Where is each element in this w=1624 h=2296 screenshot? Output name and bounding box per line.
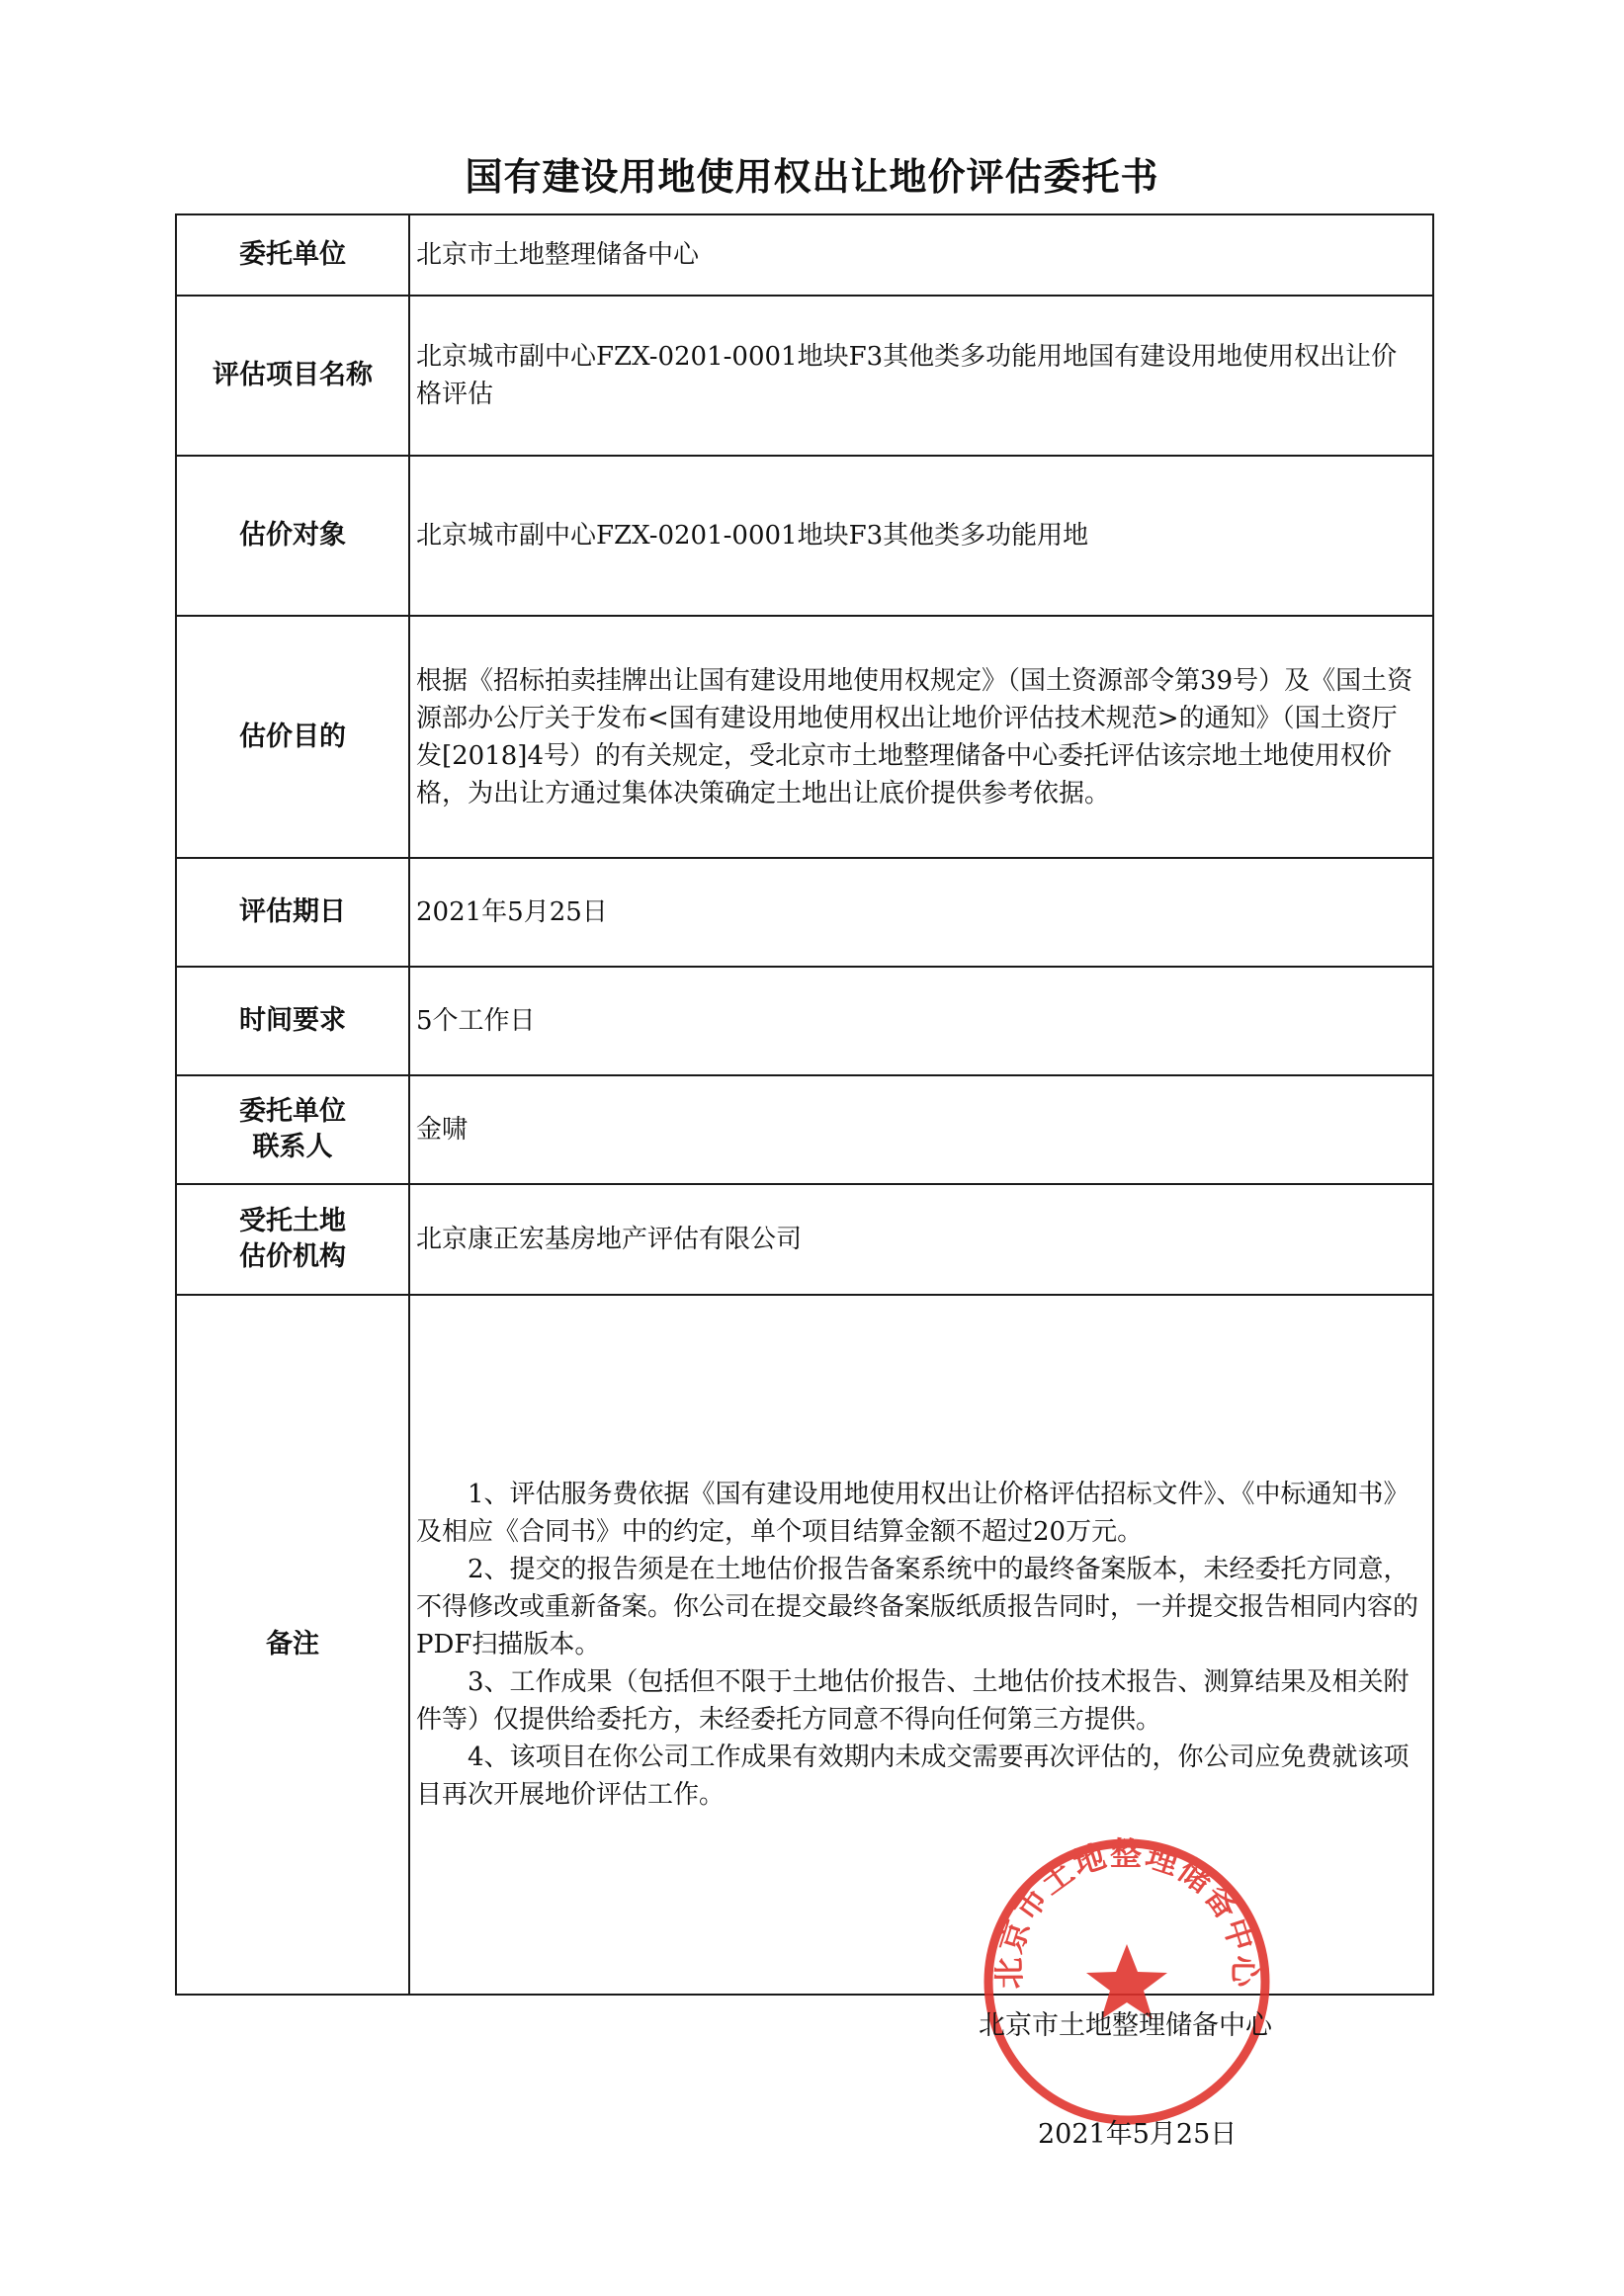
remarks-content (409, 1295, 1433, 1995)
signature-block (979, 2006, 1272, 2155)
time-requirement-value: 5个工作日 (409, 967, 1433, 1075)
client-contact-label-line2: 联系人 (252, 1132, 333, 1162)
remark-item: 1、评估服务费依据《国有建设用地使用权出让价格评估招标文件》、《中标通知书》及相应《合同书》中的约定，单个项目结算金额不超过20万元。 (416, 1480, 1410, 1547)
valuation-object-label: 估价对象 (176, 456, 409, 616)
appraisal-agency-label (176, 1184, 409, 1295)
document-title: 国有建设用地使用权出让地价评估委托书 (465, 155, 1159, 199)
client-contact-label (176, 1075, 409, 1184)
remarks-label: 备注 (176, 1295, 409, 1995)
remark-item: 3、工作成果（包括但不限于土地估价报告、土地估价技术报告、测算结果及相关附件等）仅提供给委托方，未经委托方同意不得向任何第三方提供。 (416, 1667, 1410, 1735)
signature-organization: 北京市土地整理储备中心 (979, 2010, 1272, 2041)
project-name-value: 北京城市副中心FZX-0201-0001地块F3其他类多功能用地国有建设用地使用权出让价格评估 (409, 296, 1433, 456)
form-row-valuation-purpose (176, 616, 1433, 858)
form-row-valuation-date (176, 858, 1433, 967)
valuation-purpose-value: 根据《招标拍卖挂牌出让国有建设用地使用权规定》（国土资源部令第39号）及《国土资源部办公厅关于发布<国有建设用地使用权出让地价评估技术规范>的通知》（国土资厅发[2018]4号）的有关规定，受北京市土地整理储备中心委托评估该宗地土地使用权价格，为出让方通过集体决策确定土地出让底价提供参考依据。 (409, 616, 1433, 858)
valuation-date-value: 2021年5月25日 (409, 858, 1433, 967)
form-row-time-requirement (176, 967, 1433, 1075)
signature-date: 2021年5月25日 (1038, 2119, 1238, 2150)
form-row-project-name (176, 296, 1433, 456)
valuation-date-label: 评估期日 (176, 858, 409, 967)
time-requirement-label: 时间要求 (176, 967, 409, 1075)
appraisal-agency-value: 北京康正宏基房地产评估有限公司 (409, 1184, 1433, 1295)
remark-item: 2、提交的报告须是在土地估价报告备案系统中的最终备案版本，未经委托方同意，不得修改或重新备案。你公司在提交最终备案版纸质报告同时，一并提交报告相同内容的PDF扫描版本。 (416, 1555, 1419, 1659)
appraisal-agency-label-line1: 受托土地 (239, 1206, 346, 1236)
client-contact-label-line1: 委托单位 (239, 1096, 346, 1127)
form-row-appraisal-agency (176, 1184, 1433, 1295)
client-value: 北京市土地整理储备中心 (409, 214, 1433, 296)
client-label: 委托单位 (176, 214, 409, 296)
valuation-object-value: 北京城市副中心FZX-0201-0001地块F3其他类多功能用地 (409, 456, 1433, 616)
remark-item: 4、该项目在你公司工作成果有效期内未成交需要再次评估的，你公司应免费就该项目再次开展地价评估工作。 (416, 1743, 1410, 1810)
seal-text: 北京市土地整理储备中心 (989, 1834, 1264, 1990)
project-name-label: 评估项目名称 (176, 296, 409, 456)
form-row-client-contact (176, 1075, 1433, 1184)
client-contact-value: 金啸 (409, 1075, 1433, 1184)
appraisal-agency-label-line2: 估价机构 (239, 1241, 346, 1272)
valuation-purpose-label: 估价目的 (176, 616, 409, 858)
commission-form-table (175, 213, 1434, 1996)
form-row-valuation-object (176, 456, 1433, 616)
form-row-client (176, 214, 1433, 296)
